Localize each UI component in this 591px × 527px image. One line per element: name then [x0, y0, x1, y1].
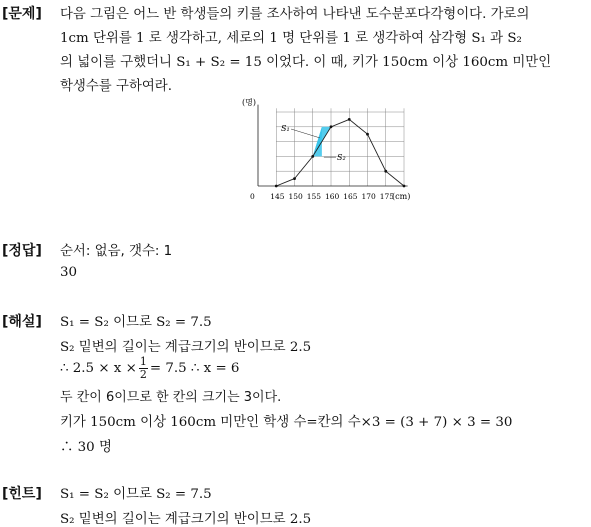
x-tick-label: 145: [270, 192, 285, 201]
data-point: [275, 185, 278, 188]
data-point: [348, 118, 351, 121]
annotation-s1-pointer: [291, 129, 320, 138]
solution-line-3a: ∴ 2.5 × x ×: [60, 360, 137, 376]
annotation-s2: S₂: [337, 153, 346, 163]
data-point: [311, 155, 314, 158]
answer-value: 30: [60, 265, 78, 280]
x-axis-label: (cm): [392, 192, 411, 201]
x-tick-label: 160: [325, 192, 340, 201]
problem-label: [문제]: [2, 6, 42, 22]
solution-label: [해설]: [2, 314, 42, 330]
chart-grid: [258, 105, 408, 186]
solution-line-6: ∴ 30 명: [60, 440, 112, 455]
solution-line-1: S₁ = S₂ 이므로 S₂ = 7.5: [60, 315, 212, 330]
problem-line-4: 학생수를 구하여라.: [60, 79, 172, 94]
answer-label: [정답]: [2, 243, 42, 259]
fraction-numerator: 1: [139, 354, 147, 368]
hint-line-2: S₂ 밑변의 길이는 계급크기의 반이므로 2.5: [60, 512, 312, 527]
x-tick-label: 0: [250, 192, 255, 201]
solution-line-5: 키가 150cm 이상 160cm 미만인 학생 수=칸의 수×3 = (3 + 7) × 3 = 30: [60, 415, 513, 430]
data-point: [403, 185, 406, 188]
x-tick-label: 175: [379, 192, 395, 201]
x-tick-label: 170: [361, 192, 376, 201]
x-tick-label: 165: [343, 192, 358, 201]
data-point: [293, 177, 296, 180]
answer-line-1: 순서: 없음, 갯수: 1: [60, 244, 173, 259]
x-tick-label: 155: [306, 192, 322, 201]
y-axis-label: (명): [242, 98, 256, 107]
problem-line-2: 1cm 단위를 1 로 생각하고, 세로의 1 명 단위를 1 로 생각하여 삼각형 S₁ 과 S₂: [60, 31, 522, 46]
problem-line-3: 의 넓이를 구했더니 S₁ + S₂ = 15 이었다. 이 때, 키가 150cm 이상 160cm 미만인: [60, 55, 552, 70]
frequency-polygon-chart: [236, 96, 416, 206]
solution-line-3: [60, 352, 239, 384]
data-point: [330, 125, 333, 128]
hint-line-1: S₁ = S₂ 이므로 S₂ = 7.5: [60, 487, 212, 502]
solution-line-3b: = 7.5 ∴ x = 6: [149, 360, 240, 376]
solution-line-2: S₂ 밑변의 길이는 계급크기의 반이므로 2.5: [60, 340, 312, 355]
data-point: [366, 133, 369, 136]
data-point: [384, 170, 387, 173]
fraction-one-half: [139, 356, 148, 381]
x-tick-label: 150: [288, 192, 303, 201]
solution-line-4: 두 칸이 6이므로 한 칸의 크기는 3이다.: [60, 390, 282, 405]
annotation-s1: S₁: [281, 124, 290, 133]
problem-line-1: 다음 그림은 어느 반 학생들의 키를 조사하여 나타낸 도수분포다각형이다. 가로의: [60, 7, 530, 22]
hint-label: [힌트]: [2, 486, 42, 502]
fraction-denominator: 2: [139, 367, 147, 381]
